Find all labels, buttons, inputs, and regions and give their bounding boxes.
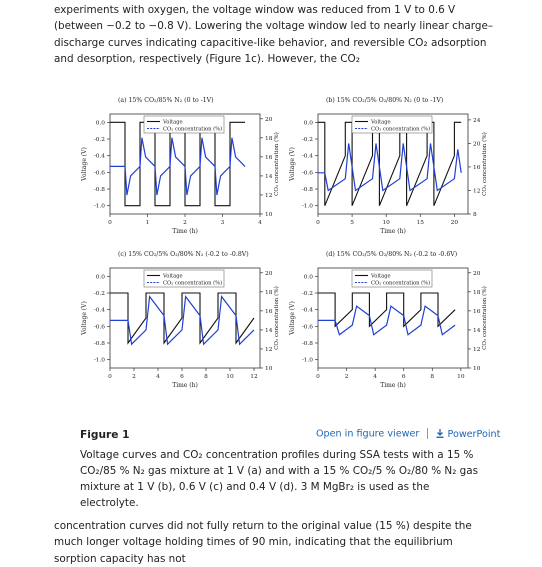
y2-tick-label: 20 <box>265 116 273 123</box>
legend-voltage-label: Voltage <box>163 119 183 126</box>
download-icon <box>436 429 444 438</box>
y2-tick-label: 16 <box>265 154 273 161</box>
y2-tick-label: 12 <box>473 346 481 353</box>
y2-tick-label: 10 <box>265 366 273 372</box>
chart-title: (d) 15% CO₂/5% O₂/80% N₂ (-0.2 to -0.6V) <box>326 251 458 258</box>
chart-panel-b <box>289 97 488 235</box>
y-tick-label: -0.8 <box>93 187 105 193</box>
y-tick-label: -0.4 <box>301 307 313 314</box>
y2-tick-label: 18 <box>265 289 273 296</box>
y2-tick-label: 20 <box>265 270 273 277</box>
paragraph-top: experiments with oxygen, the voltage window was reduced from 1 V to 0.6 V (between −0.2 to −0.8 V). Lowering the voltage window led to nearly linear charge–discharge curves indicating capacitive-like behavior, and reversible CO₂ adsorption and desorption, respectively (Figure 1c). However, the CO₂ <box>54 4 494 66</box>
y2-tick-label: 20 <box>473 270 481 277</box>
y2-axis-label: CO₂ concentration (%) <box>274 132 280 196</box>
legend-co2-label: CO₂ concentration (%) <box>163 126 223 133</box>
y-tick-label: 0.0 <box>303 120 313 127</box>
voltage-series-line <box>110 119 245 205</box>
x-tick-label: 2 <box>183 220 187 226</box>
legend-co2-label: CO₂ concentration (%) <box>371 126 431 133</box>
y-tick-label: -0.2 <box>301 137 313 143</box>
figure-label: Figure 1 <box>80 429 130 441</box>
x-axis-label: Time (h) <box>172 382 198 389</box>
paragraph-bottom: concentration curves did not fully return to the original value (15 %) despite the much longer voltage holding times of 90 min, indicating that the equilibrium sorption capacity has not <box>54 520 472 565</box>
x-axis-label: Time (h) <box>380 228 406 235</box>
y2-tick-label: 8 <box>473 212 477 218</box>
y-axis-label: Voltage (V) <box>81 147 88 181</box>
y-tick-label: -0.8 <box>301 341 313 347</box>
y2-tick-label: 10 <box>473 366 481 372</box>
y2-tick-label: 16 <box>265 308 273 315</box>
legend-voltage-label: Voltage <box>371 119 391 126</box>
y-axis-label: Voltage (V) <box>289 301 296 335</box>
y-tick-label: 0.0 <box>95 120 105 127</box>
y-tick-label: -1.0 <box>93 357 105 364</box>
y2-tick-label: 14 <box>265 173 273 180</box>
x-tick-label: 1 <box>145 220 150 226</box>
y-tick-label: -0.6 <box>301 170 313 177</box>
legend-voltage-label: Voltage <box>163 273 183 280</box>
y-tick-label: -0.6 <box>93 324 105 331</box>
y2-axis-label: CO₂ concentration (%) <box>482 132 488 196</box>
y-tick-label: -0.2 <box>301 291 313 297</box>
y2-tick-label: 14 <box>473 327 481 334</box>
y2-axis-label: CO₂ concentration (%) <box>274 286 280 350</box>
x-tick-label: 0 <box>316 374 320 380</box>
chart-title: (b) 15% CO₂/5% O₂/80% N₂ (0 to -1V) <box>326 97 444 104</box>
y-tick-label: 0.0 <box>95 274 105 281</box>
y2-tick-label: 12 <box>473 188 481 195</box>
x-tick-label: 20 <box>450 220 459 226</box>
y-tick-label: -1.0 <box>93 203 105 210</box>
y2-tick-label: 10 <box>265 212 273 218</box>
legend-co2-label: CO₂ concentration (%) <box>371 280 431 287</box>
chart-panel-d <box>289 251 488 389</box>
y-tick-label: -0.2 <box>93 291 105 297</box>
x-tick-label: 3 <box>220 220 225 226</box>
powerpoint-link[interactable] <box>436 429 500 440</box>
chart-panel-a <box>81 97 280 235</box>
y-tick-label: -0.8 <box>301 187 313 193</box>
x-tick-label: 4 <box>156 374 160 380</box>
figure-links <box>316 428 500 440</box>
y-tick-label: 0.0 <box>303 274 313 281</box>
y2-axis-label: CO₂ concentration (%) <box>482 286 488 350</box>
chart-panel-c <box>81 251 280 389</box>
voltage-series-line <box>318 293 455 326</box>
chart-title: (a) 15% CO₂/85% N₂ (0 to -1V) <box>118 97 214 104</box>
y-tick-label: -0.4 <box>93 307 105 314</box>
legend-co2-label: CO₂ concentration (%) <box>163 280 223 287</box>
y-tick-label: -0.4 <box>93 153 105 160</box>
y-tick-label: -0.4 <box>301 153 313 160</box>
x-axis-label: Time (h) <box>172 228 198 235</box>
powerpoint-label: PowerPoint <box>447 428 501 440</box>
y-tick-label: -0.8 <box>93 341 105 347</box>
x-tick-label: 2 <box>344 374 349 380</box>
y-axis-label: Voltage (V) <box>289 147 296 181</box>
x-axis-label: Time (h) <box>380 382 406 389</box>
figure-caption: Voltage curves and CO₂ concentration profiles during SSA tests with a 15 % CO₂/85 % N₂ gas mixture at 1 V (a) and with a 15 % CO₂/5 % O₂/80 % N₂ gas mixture at 1 V (b), 0.6 V (c) and 0.4 V (d). 3 M MgBr₂ is used as the electrolyte. <box>80 449 479 509</box>
co2-series-line <box>318 143 461 190</box>
x-tick-label: 8 <box>204 374 208 380</box>
y2-tick-label: 18 <box>473 289 481 296</box>
y-tick-label: -0.6 <box>301 324 313 331</box>
y-tick-label: -0.6 <box>93 170 105 177</box>
y2-tick-label: 20 <box>473 141 481 148</box>
x-tick-label: 2 <box>132 374 136 380</box>
open-in-figure-viewer-link[interactable]: Open in figure viewer <box>316 428 420 440</box>
y-tick-label: -0.2 <box>93 137 105 143</box>
x-tick-label: 4 <box>373 374 377 380</box>
y2-tick-label: 24 <box>473 117 481 124</box>
y2-tick-label: 16 <box>473 308 481 315</box>
y2-tick-label: 16 <box>473 164 481 171</box>
x-tick-label: 12 <box>250 374 258 380</box>
y2-tick-label: 12 <box>265 346 273 353</box>
x-tick-label: 10 <box>382 220 390 226</box>
y2-tick-label: 12 <box>265 192 273 199</box>
y-axis-label: Voltage (V) <box>81 301 88 335</box>
chart-title: (c) 15% CO₂/5% O₂/80% N₂ (-0.2 to -0.8V) <box>118 251 249 258</box>
voltage-series-line <box>110 293 254 343</box>
x-tick-label: 10 <box>457 374 465 380</box>
link-separator <box>427 428 428 439</box>
x-tick-label: 5 <box>350 220 354 226</box>
co2-series-line <box>110 138 245 195</box>
figure-image[interactable] <box>80 92 492 418</box>
x-tick-label: 4 <box>258 220 262 226</box>
voltage-series-line <box>318 119 461 205</box>
x-tick-label: 10 <box>226 374 234 380</box>
x-tick-label: 6 <box>401 374 406 380</box>
legend-voltage-label: Voltage <box>371 273 391 280</box>
x-tick-label: 0 <box>316 220 320 226</box>
x-tick-label: 8 <box>430 374 435 380</box>
figure-charts <box>80 92 492 418</box>
y-tick-label: -1.0 <box>301 357 313 364</box>
x-tick-label: 0 <box>108 220 112 226</box>
y2-tick-label: 18 <box>265 135 273 142</box>
x-tick-label: 15 <box>416 220 424 226</box>
x-tick-label: 6 <box>180 374 184 380</box>
y-tick-label: -1.0 <box>301 203 313 210</box>
x-tick-label: 0 <box>108 374 112 380</box>
y2-tick-label: 14 <box>265 327 273 334</box>
